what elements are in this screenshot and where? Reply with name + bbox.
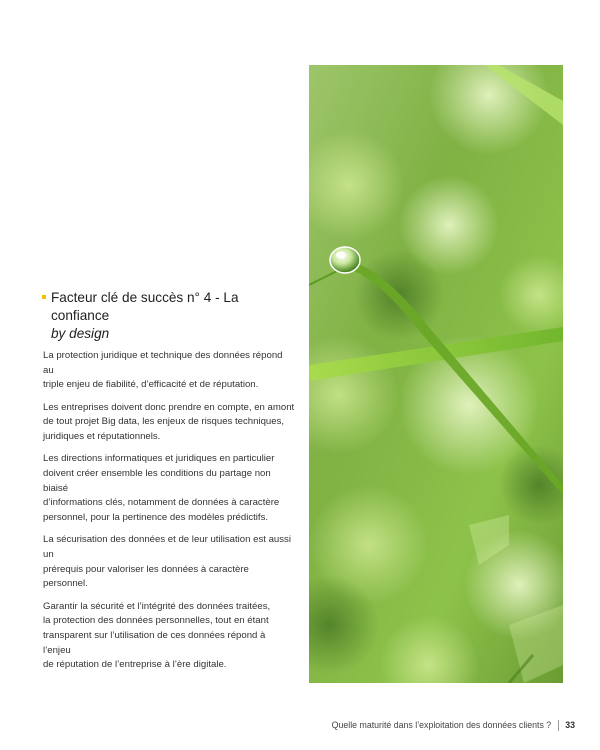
bullet-marker [42,295,46,299]
paragraph: Garantir la sécurité et l’intégrité des données traitées, la protection des données personnelles, tout en étant transparent sur l’utilisation de ces données répond à l’enjeu de réputation de l’entreprise à l’ère digitale. [43,600,271,671]
paragraph: La protection juridique et technique des données répond au triple enjeu de fiabilité, d’efficacité et de réputation. [43,350,283,391]
page-footer [332,719,575,731]
paragraph: Les directions informatiques et juridiques en particulier doivent créer ensemble les conditions du partage non biaisé d’informations clés, notamment de données à caractère personnel, pour la pertinence des modèles prédictifs. [43,453,280,524]
heading-subtitle: by design [51,326,110,341]
heading-main: Facteur clé de succès n° 4 - La confiance [51,290,239,323]
grass-dewdrop-photo [309,65,563,683]
text-column [43,289,295,681]
page-number: 33 [565,720,575,730]
paragraph: Les entreprises doivent donc prendre en compte, en amont de tout projet Big data, les enjeux de risques techniques, juridiques et réputationnels. [43,401,295,443]
footer-title: Quelle maturité dans l’exploitation des données clients ? [331,720,552,730]
photo-illustration [309,65,563,683]
section-heading [43,289,295,343]
paragraph: La sécurisation des données et de leur utilisation est aussi un prérequis pour valoriser les données à caractère personnel. [43,534,291,590]
footer-separator [558,720,559,731]
